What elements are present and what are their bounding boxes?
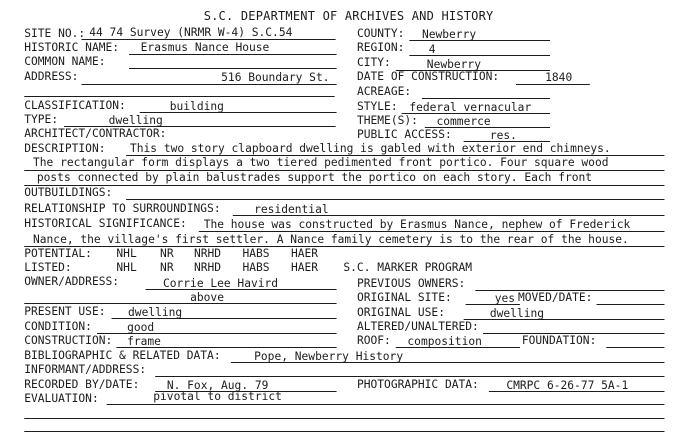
- classification-label: CLASSIFICATION:: [24, 98, 126, 112]
- previous-owners-label: PREVIOUS OWNERS:: [356, 276, 466, 290]
- description-line-1: This two story clapboard dwelling is gabled with exterior end chimneys.: [129, 141, 611, 155]
- type-label: TYPE:: [24, 112, 59, 126]
- potential-habs: HABS: [242, 246, 270, 260]
- potential-nr: NR: [160, 246, 174, 260]
- description-line-2: The rectangular form displays a two tiered pedimented front portico. Four square wood: [32, 155, 609, 169]
- region-label: REGION:: [356, 40, 405, 54]
- altered-label: ALTERED/UNALTERED:: [356, 319, 479, 333]
- present-use-label: PRESENT USE:: [24, 304, 106, 318]
- address-line: [81, 84, 336, 85]
- description-rule-3: [24, 185, 664, 186]
- potential-nrhd: NRHD: [194, 246, 222, 260]
- evaluation-value: pivotal to district: [153, 389, 282, 403]
- condition-label: CONDITION:: [24, 319, 92, 333]
- roof-value: composition: [407, 334, 482, 348]
- owner-line: [146, 289, 337, 290]
- relationship-label: RELATIONSHIP TO SURROUNDINGS:: [24, 201, 221, 215]
- relationship-line: [233, 215, 665, 216]
- roof-line: [396, 347, 520, 348]
- construction-label: CONSTRUCTION:: [24, 333, 113, 347]
- original-use-value: dwelling: [489, 306, 545, 320]
- form-title: S.C. DEPARTMENT OF ARCHIVES AND HISTORY: [203, 8, 494, 23]
- evaluation-line-3: [24, 431, 664, 432]
- public-access-value: res.: [489, 128, 517, 142]
- significance-label: HISTORICAL SIGNIFICANCE:: [24, 216, 187, 230]
- themes-label: THEME(S):: [356, 113, 418, 127]
- evaluation-line-2: [24, 418, 664, 419]
- historic-name-label: HISTORIC NAME:: [24, 40, 120, 54]
- condition-value: good: [127, 320, 155, 334]
- marker-program-label: S.C. MARKER PROGRAM: [343, 260, 473, 274]
- site-no-label: SITE NO.:: [24, 26, 86, 40]
- address-value: 516 Boundary St.: [221, 70, 330, 84]
- recorded-by-value: N. Fox, Aug. 79: [166, 378, 269, 392]
- listed-habs: HABS: [242, 260, 270, 274]
- architect-label: ARCHITECT/CONTRACTOR:: [24, 126, 167, 140]
- photographic-line: [489, 391, 665, 392]
- present-use-line: [112, 318, 337, 319]
- listed-nrhd: NRHD: [194, 260, 222, 274]
- moved-date-line: [597, 304, 665, 305]
- listed-nhl: NHL: [116, 260, 137, 274]
- owner-label: OWNER/ADDRESS:: [24, 274, 120, 288]
- photographic-label: PHOTOGRAPHIC DATA:: [356, 377, 479, 391]
- common-name-line: [129, 68, 337, 69]
- type-value: dwelling: [108, 113, 163, 127]
- outbuildings-label: OUTBUILDINGS:: [24, 185, 113, 199]
- historic-name-value: Erasmus Nance House: [140, 40, 270, 54]
- site-no-value: 44 74 Survey (NRMR W-4) S.C.54: [89, 25, 293, 39]
- acreage-label: ACREAGE:: [356, 84, 412, 98]
- potential-label: POTENTIAL:: [24, 246, 92, 260]
- foundation-line: [606, 347, 664, 348]
- style-label: STYLE:: [356, 99, 398, 113]
- classification-line: [140, 112, 337, 113]
- date-construction-line: [516, 84, 590, 85]
- owner-value-line2: above: [190, 290, 224, 304]
- city-label: CITY:: [356, 55, 391, 69]
- original-use-line: [464, 319, 665, 320]
- listed-label: LISTED:: [24, 260, 72, 274]
- significance-line-1: The house was constructed by Erasmus Nance, nephew of Frederick: [203, 217, 631, 231]
- bibliographic-label: BIBLIOGRAPHIC & RELATED DATA:: [24, 348, 221, 362]
- roof-label: ROOF:: [356, 333, 391, 347]
- common-name-label: COMMON NAME:: [24, 54, 106, 68]
- relationship-value: residential: [254, 202, 329, 216]
- style-value: federal vernacular: [409, 100, 532, 114]
- section-divider-1: [24, 96, 334, 97]
- evaluation-line: [107, 404, 665, 405]
- potential-haer: HAER: [291, 246, 319, 260]
- photographic-value: CMRPC 6-26-77 5A-1: [506, 378, 629, 392]
- original-use-label: ORIGINAL USE:: [356, 305, 445, 319]
- foundation-label: FOUNDATION:: [521, 333, 597, 347]
- county-value: Newberry: [421, 27, 477, 41]
- bibliographic-value: Pope, Newberry History: [254, 349, 404, 363]
- date-construction-label: DATE OF CONSTRUCTION:: [356, 69, 500, 83]
- listed-haer: HAER: [291, 260, 319, 274]
- recorded-by-label: RECORDED BY/DATE:: [24, 377, 140, 391]
- themes-value: commerce: [436, 114, 491, 128]
- description-label: DESCRIPTION:: [24, 141, 106, 155]
- present-use-value: dwelling: [128, 305, 183, 319]
- county-label: COUNTY:: [356, 26, 405, 40]
- listed-nr: NR: [160, 260, 174, 274]
- city-value: Newberry: [426, 57, 481, 71]
- original-site-value: yes: [494, 291, 516, 305]
- moved-date-label: MOVED/DATE:: [517, 290, 593, 304]
- region-line: [409, 55, 550, 56]
- historic-name-line: [129, 54, 337, 55]
- classification-value: building: [169, 99, 224, 113]
- original-site-label: ORIGINAL SITE:: [356, 290, 452, 304]
- region-value: 4: [428, 42, 436, 56]
- original-site-line: [466, 304, 520, 305]
- evaluation-label: EVALUATION:: [24, 391, 99, 405]
- construction-value: frame: [127, 334, 161, 348]
- description-line-3: posts connected by plain balustrades support the portico on each story. Each front: [36, 170, 593, 184]
- owner-value: Corrie Lee Havird: [162, 276, 279, 290]
- date-construction-value: 1840: [545, 70, 573, 84]
- bibliographic-line: [231, 362, 665, 363]
- potential-nhl: NHL: [116, 246, 137, 260]
- significance-line-2: Nance, the village's first settler. A Nance family cemetery is to the rear of the house.: [32, 232, 629, 246]
- public-access-label: PUBLIC ACCESS:: [356, 127, 452, 141]
- address-label: ADDRESS:: [24, 69, 79, 83]
- outbuildings-line: [126, 199, 664, 200]
- county-line: [409, 40, 550, 41]
- informant-label: INFORMANT/ADDRESS:: [24, 362, 147, 376]
- acreage-line: [422, 98, 550, 99]
